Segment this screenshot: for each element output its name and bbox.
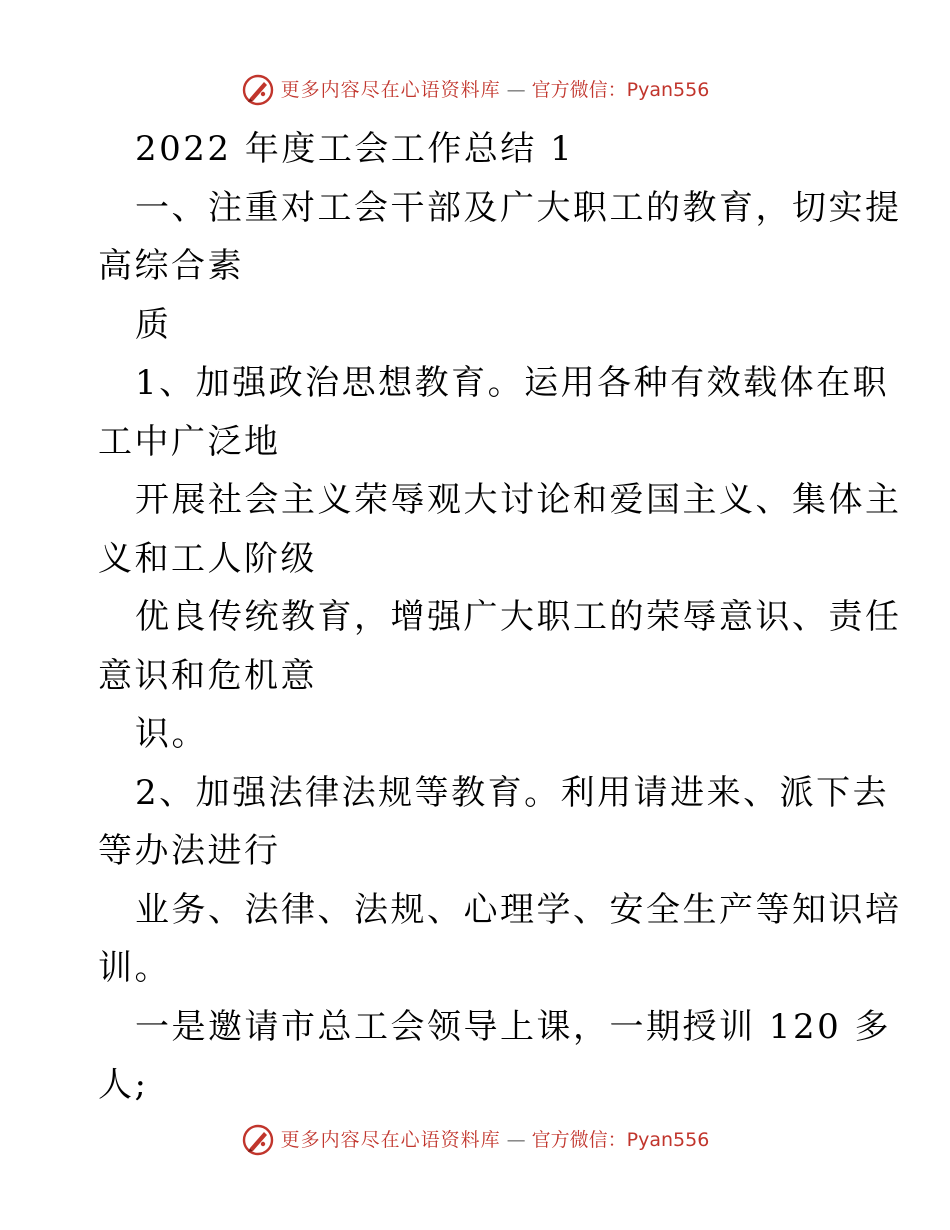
text-line: 意识和危机意 xyxy=(98,655,317,696)
watermark-note: 官方微信：Pyan556 xyxy=(531,1129,710,1151)
document-body xyxy=(98,120,902,1115)
text-line: 等办法进行 xyxy=(98,831,281,871)
text-line: 1、加强政治思想教育。运用各种有效载体在职 xyxy=(135,363,890,403)
text-line: 一、注重对工会干部及广大职工的教育，切实提 xyxy=(135,187,902,228)
watermark-separator: — xyxy=(506,79,526,101)
watermark-separator: — xyxy=(506,1129,526,1151)
watermark-note: 官方微信：Pyan556 xyxy=(531,79,710,101)
text-line: 优良传统教育，增强广大职工的荣辱意识、责任 xyxy=(135,597,902,637)
watermark-brand: 更多内容尽在心语资料库 xyxy=(280,79,501,101)
text-line: 高综合素 xyxy=(98,246,244,286)
text-line: 义和工人阶级 xyxy=(98,538,317,579)
footer-watermark xyxy=(0,1123,950,1157)
pen-seal-icon xyxy=(241,1123,275,1157)
text-line: 工中广泛地 xyxy=(98,421,281,462)
text-line: 开展社会主义荣辱观大讨论和爱国主义、集体主 xyxy=(135,480,902,520)
text-line: 人; xyxy=(98,1065,149,1105)
text-line: 业务、法律、法规、心理学、安全生产等知识培 xyxy=(135,889,902,930)
text-line: 2、加强法律法规等教育。利用请进来、派下去 xyxy=(135,772,890,813)
text-line: 2022 年度工会工作总结 1 xyxy=(135,129,575,169)
pen-seal-icon xyxy=(241,73,275,107)
text-line: 识。 xyxy=(135,714,208,754)
header-watermark xyxy=(0,73,950,107)
watermark-brand: 更多内容尽在心语资料库 xyxy=(280,1129,501,1151)
text-line: 一是邀请市总工会领导上课，一期授训 120 多 xyxy=(135,1006,892,1047)
text-line: 质 xyxy=(135,304,172,345)
text-line: 训。 xyxy=(98,948,171,988)
